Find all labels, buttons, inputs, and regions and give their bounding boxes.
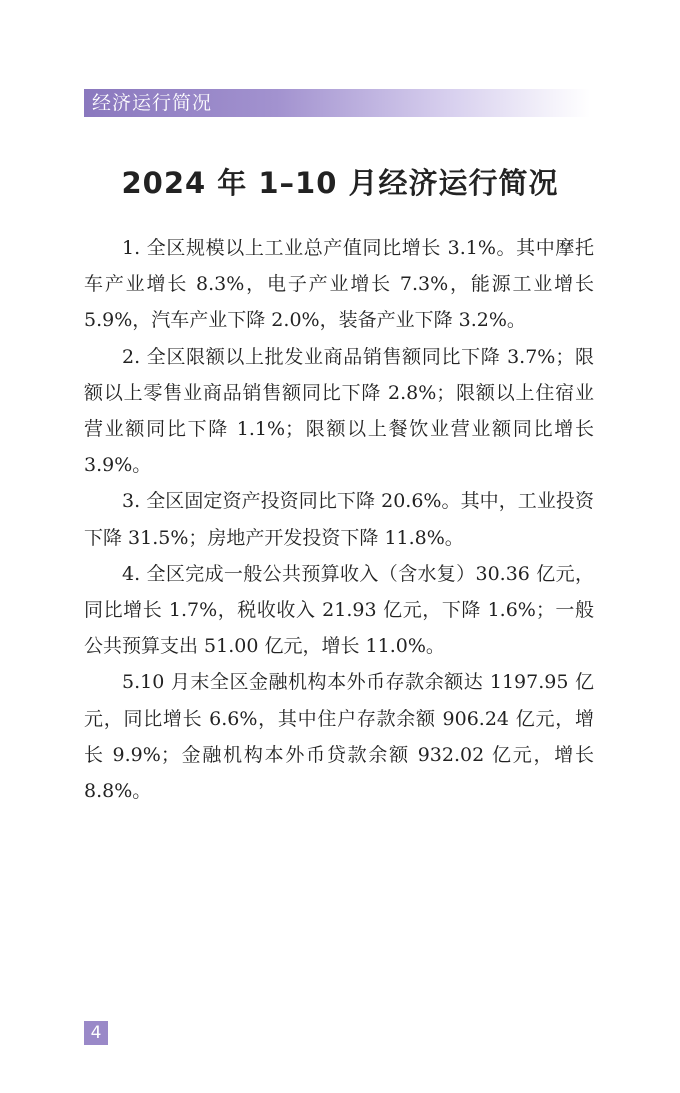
document-body xyxy=(84,230,594,809)
paragraph-industry: 1. 全区规模以上工业总产值同比增长 3.1%。其中摩托车产业增长 8.3%，电子产业增长 7.3%，能源工业增长 5.9%，汽车产业下降 2.0%，装备产业下降 3.2%。 xyxy=(84,237,594,332)
page-number-badge xyxy=(84,1021,108,1045)
paragraph-budget: 4. 全区完成一般公共预算收入（含水复）30.36 亿元，同比增长 1.7%，税收收入 21.93 亿元，下降 1.6%；一般公共预算支出 51.00 亿元，增长 11.0%。 xyxy=(84,562,594,658)
paragraph-investment: 3. 全区固定资产投资同比下降 20.6%。其中，工业投资下降 31.5%；房地产开发投资下降 11.8%。 xyxy=(84,490,594,549)
page-title: 2024 年 1–10 月经济运行简况 xyxy=(121,166,559,201)
paragraph-retail: 2. 全区限额以上批发业商品销售额同比下降 3.7%；限额以上零售业商品销售额同比下降 2.8%；限额以上住宿业营业额同比下降 1.1%；限额以上餐饮业营业额同比增长 3.9%。 xyxy=(84,345,594,477)
page-number: 4 xyxy=(90,1023,102,1043)
section-header-banner xyxy=(84,89,590,117)
paragraph-finance: 5.10 月末全区金融机构本外币存款余额达 1197.95 亿元，同比增长 6.6%，其中住户存款余额 906.24 亿元，增长 9.9%；金融机构本外币贷款余额 932.02 亿元，增长 8.8%。 xyxy=(84,671,594,803)
section-header-label: 经济运行简况 xyxy=(92,92,213,114)
